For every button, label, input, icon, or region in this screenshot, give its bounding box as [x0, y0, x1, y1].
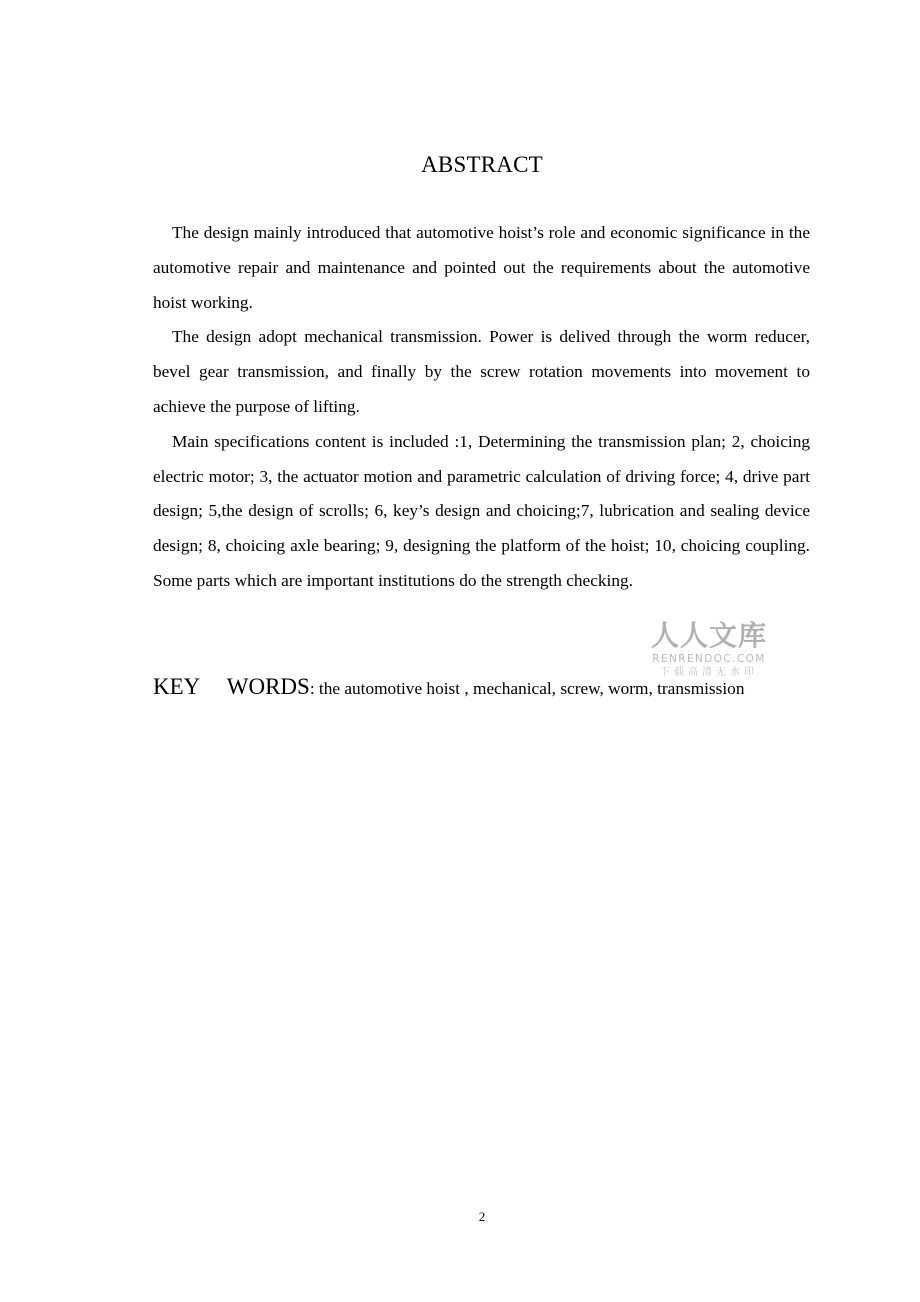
abstract-paragraph-1: The design mainly introduced that automotive hoist’s role and economic significance in the automotive repair and maintenance and pointed out the requirements about the automotive hoist working.: [153, 223, 810, 312]
abstract-paragraph-2: The design adopt mechanical transmission. Power is delived through the worm reducer, bevel gear transmission, and finally by the screw rotation movements into movement to achieve the purpose of lifting.: [153, 327, 810, 416]
abstract-paragraph-3: Main specifications content is included :1, Determining the transmission plan; 2, choicing electric motor; 3, the actuator motion and parametric calculation of driving force; 4, drive part design; 5,the design of scrolls; 6, key’s design and choicing;7, lubrication and sealing device design; 8, choicing axle bearing; 9, designing the platform of the hoist; 10, choicing coupling. Some parts which are important institutions do the strength checking.: [153, 431, 810, 590]
keywords-label: KEY WORDS: [153, 674, 310, 699]
abstract-body: [153, 216, 810, 599]
watermark-domain: RENRENDOC.COM: [652, 653, 766, 665]
page-number: 2: [478, 1209, 486, 1224]
keywords-line: [153, 670, 853, 706]
keywords-text: : the automotive hoist , mechanical, screw, worm, transmission: [309, 679, 745, 698]
watermark-brand-text: 人人文库: [650, 619, 767, 652]
watermark-tagline: 下载高清无水印: [660, 667, 758, 678]
abstract-title: ABSTRACT: [421, 152, 543, 177]
